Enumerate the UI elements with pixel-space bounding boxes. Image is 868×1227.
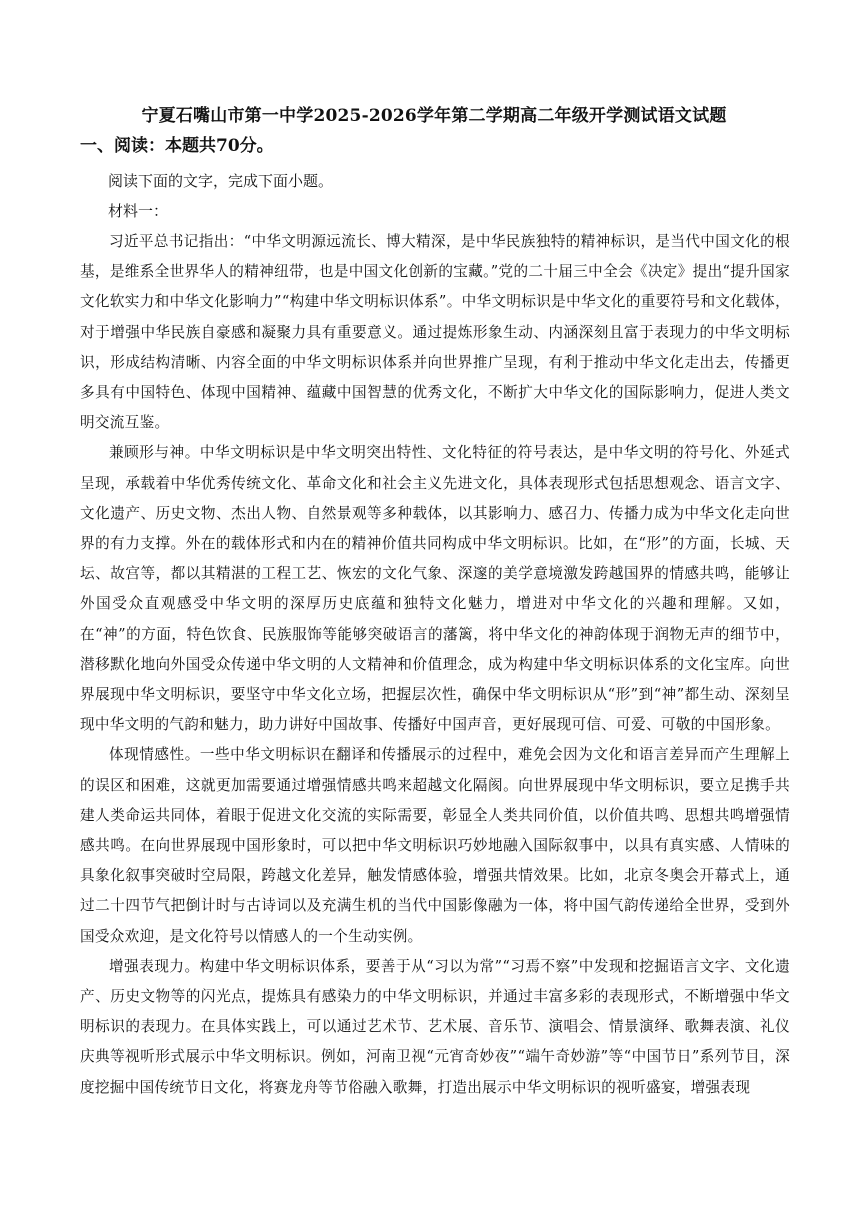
passage-paragraph: 习近平总书记指出：“中华文明源远流长、博大精深，是中华民族独特的精神标识，是当代中国文化的根基，是维系全世界华人的精神纽带，也是中国文化创新的宝藏。”党的二十届三中全会《决定》提出“提升国家文化软实力和中华文化影响力”“构建中华文明标识体系”。中华文明标识是中华文化的重要符号和文化载体，对于增强中华民族自豪感和凝聚力具有重要意义。通过提炼形象生动、内涵深刻且富于表现力的中华文明标识，形成结构清晰、内容全面的中华文明标识体系并向世界推广呈现，有利于推动中华文化走出去，传播更多具有中国特色、体现中国精神、蕴藏中国智慧的优秀文化，不断扩大中华文化的国际影响力，促进人类文明交流互鉴。 — [80, 233, 790, 432]
reading-passage — [80, 227, 790, 1103]
material-label: 材料一： — [108, 202, 169, 220]
passage-paragraph: 兼顾形与神。中华文明标识是中华文明突出特性、文化特征的符号表达，是中华文明的符号化、外延式呈现，承载着中华优秀传统文化、革命文化和社会主义先进文化，具体表现形式包括思想观念、语言文字、文化遗产、历史文物、杰出人物、自然景观等多种载体，以其影响力、感召力、传播力成为中华文化走向世界的有力支撑。外在的载体形式和内在的精神价值共同构成中华文明标识。比如，在“形”的方面，长城、天坛、故宫等，都以其精湛的工程工艺、恢宏的文化气象、深邃的美学意境激发跨越国界的情感共鸣，能够让外国受众直观感受中华文明的深厚历史底蕴和独特文化魅力，增进对中华文化的兴趣和理解。又如，在“神”的方面，特色饮食、民族服饰等能够突破语言的藩篱，将中华文化的神韵体现于润物无声的细节中，潜移默化地向外国受众传递中华文明的人文精神和价值理念，成为构建中华文明标识体系的文化宝库。向世界展现中华文明标识，要坚守中华文化立场，把握层次性，确保中华文明标识从“形”到“神”都生动、深刻呈现中华文明的气韵和魅力，助力讲好中国故事、传播好中国声音，更好展现可信、可爱、可敬的中国形象。 — [80, 444, 790, 734]
passage-paragraph: 增强表现力。构建中华文明标识体系，要善于从“习以为常”“习焉不察”中发现和挖掘语言文字、文化遗产、历史文物等的闪光点，提炼具有感染力的中华文明标识，并通过丰富多彩的表现形式，不断增强中华文明标识的表现力。在具体实践上，可以通过艺术节、艺术展、音乐节、演唱会、情景演绎、歌舞表演、礼仪庆典等视听形式展示中华文明标识。例如，河南卫视“元宵奇妙夜”“端午奇妙游”等“中国节日”系列节目，深度挖掘中国传统节日文化，将赛龙舟等节俗融入歌舞，打造出展示中华文明标识的视听盛宴，增强表现 — [80, 957, 790, 1096]
exam-title: 宁夏石嘴山市第一中学2025-2026学年第二学期高二年级开学测试语文试题 — [141, 106, 727, 126]
section-heading: 一、阅读：本题共70分。 — [80, 136, 274, 156]
passage-paragraph: 体现情感性。一些中华文明标识在翻译和传播展示的过程中，难免会因为文化和语言差异而产生理解上的误区和困难，这就更加需要通过增强情感共鸣来超越文化隔阂。向世界展现中华文明标识，要立足携手共建人类命运共同体，着眼于促进文化交流的实际需要，彰显全人类共同价值，以价值共鸣、思想共鸣增强情感共鸣。在向世界展现中国形象时，可以把中华文明标识巧妙地融入国际叙事中，以具有真实感、人情味的具象化叙事突破时空局限，跨越文化差异，触发情感体验，增强共情效果。比如，北京冬奥会开幕式上，通过二十四节气把倒计时与古诗词以及充满生机的当代中国影像融为一体，将中国气韵传递给全世界，受到外国受众欢迎，是文化符号以情感人的一个生动实例。 — [80, 746, 790, 945]
reading-instruction: 阅读下面的文字，完成下面小题。 — [108, 172, 334, 190]
